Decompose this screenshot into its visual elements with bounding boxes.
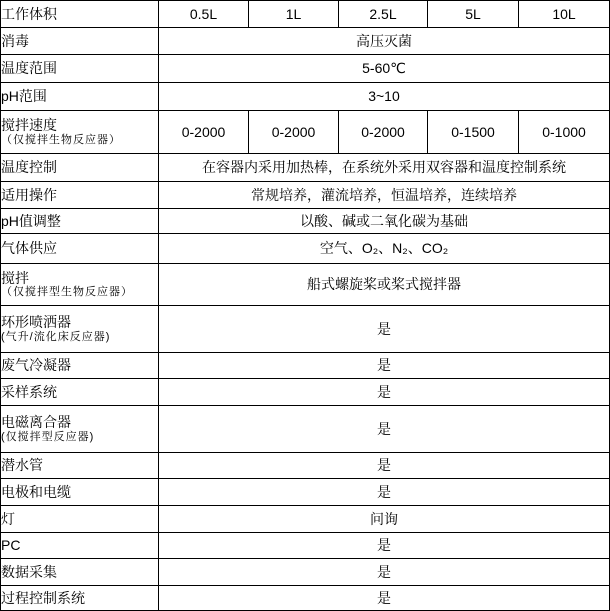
row-label-sub: (仅搅拌型反应器) <box>1 430 95 443</box>
table-row-sterilization <box>1 28 610 55</box>
table-row-applicable-operations <box>1 182 610 209</box>
row-label-sub: （仅搅拌型生物反应器） <box>1 286 133 299</box>
row-label <box>1 111 159 154</box>
row-value: 船式螺旋桨或桨式搅拌器 <box>159 264 610 306</box>
row-value: 0-1000 <box>519 111 610 154</box>
table-row-lamp <box>1 506 610 533</box>
row-value: 在容器内采用加热棒，在系统外采用双容器和温度控制系统 <box>159 154 610 182</box>
table-row-header <box>1 1 610 28</box>
row-value: 0-2000 <box>249 111 339 154</box>
row-value: 问询 <box>159 506 610 533</box>
row-label: pH范围 <box>1 83 159 111</box>
row-value: 0-2000 <box>339 111 428 154</box>
row-label-main: 搅拌速度 <box>1 117 57 133</box>
row-label: 潜水管 <box>1 453 159 479</box>
table-row-electrodes-cables <box>1 479 610 506</box>
table-row-dip-tube <box>1 453 610 479</box>
volume-header: 2.5L <box>339 1 428 28</box>
row-label-main: 搅拌 <box>1 269 29 286</box>
row-label-working-volume: 工作体积 <box>1 1 159 28</box>
row-label-sub: (气升/流化床反应器) <box>1 330 111 343</box>
row-value: 高压灭菌 <box>159 28 610 55</box>
volume-header: 5L <box>428 1 519 28</box>
row-label: 数据采集 <box>1 559 159 586</box>
table-row-temp-range <box>1 55 610 83</box>
table-row-pc <box>1 533 610 559</box>
row-label <box>1 306 159 353</box>
row-label <box>1 406 159 453</box>
table-row-gas-supply <box>1 234 610 264</box>
table-row-ph-range <box>1 83 610 111</box>
row-value: 是 <box>159 406 610 453</box>
row-value: 0-1500 <box>428 111 519 154</box>
table-row-stirring <box>1 264 610 306</box>
row-label: PC <box>1 533 159 559</box>
row-value: 是 <box>159 559 610 586</box>
table-row-magnetic-clutch <box>1 406 610 453</box>
row-label: 采样系统 <box>1 379 159 406</box>
table-row-sampling-system <box>1 379 610 406</box>
table-row-stirring-speed <box>1 111 610 154</box>
table-row-exhaust-condenser <box>1 353 610 379</box>
volume-header: 0.5L <box>159 1 249 28</box>
row-value: 3~10 <box>159 83 610 111</box>
row-value: 是 <box>159 586 610 611</box>
volume-header: 1L <box>249 1 339 28</box>
row-label: pH值调整 <box>1 209 159 234</box>
row-label-main: 环形喷洒器 <box>1 314 71 330</box>
row-label: 废气冷凝器 <box>1 353 159 379</box>
row-label: 适用操作 <box>1 182 159 209</box>
row-value: 是 <box>159 453 610 479</box>
row-value: 是 <box>159 479 610 506</box>
row-label: 温度范围 <box>1 55 159 83</box>
table-row-data-acquisition <box>1 559 610 586</box>
row-label-sub: （仅搅拌生物反应器） <box>1 133 121 146</box>
row-label: 过程控制系统 <box>1 586 159 611</box>
table-row-process-control-system <box>1 586 610 611</box>
row-label: 温度控制 <box>1 154 159 182</box>
row-label: 气体供应 <box>1 234 159 264</box>
table-row-ph-adjustment <box>1 209 610 234</box>
row-label: 灯 <box>1 506 159 533</box>
row-value: 是 <box>159 306 610 353</box>
row-value: 5-60℃ <box>159 55 610 83</box>
row-value: 以酸、碱或二氧化碳为基础 <box>159 209 610 234</box>
row-label <box>1 264 159 306</box>
row-value: 是 <box>159 353 610 379</box>
row-value: 是 <box>159 533 610 559</box>
row-value: 常规培养，灌流培养，恒温培养，连续培养 <box>159 182 610 209</box>
row-value: 空气、O₂、N₂、CO₂ <box>159 234 610 264</box>
row-label: 电极和电缆 <box>1 479 159 506</box>
table-row-temp-control <box>1 154 610 182</box>
row-label-main: 电磁离合器 <box>1 414 71 430</box>
row-value: 是 <box>159 379 610 406</box>
row-value: 0-2000 <box>159 111 249 154</box>
volume-header: 10L <box>519 1 610 28</box>
row-label: 消毒 <box>1 28 159 55</box>
table-row-ring-sparger <box>1 306 610 353</box>
